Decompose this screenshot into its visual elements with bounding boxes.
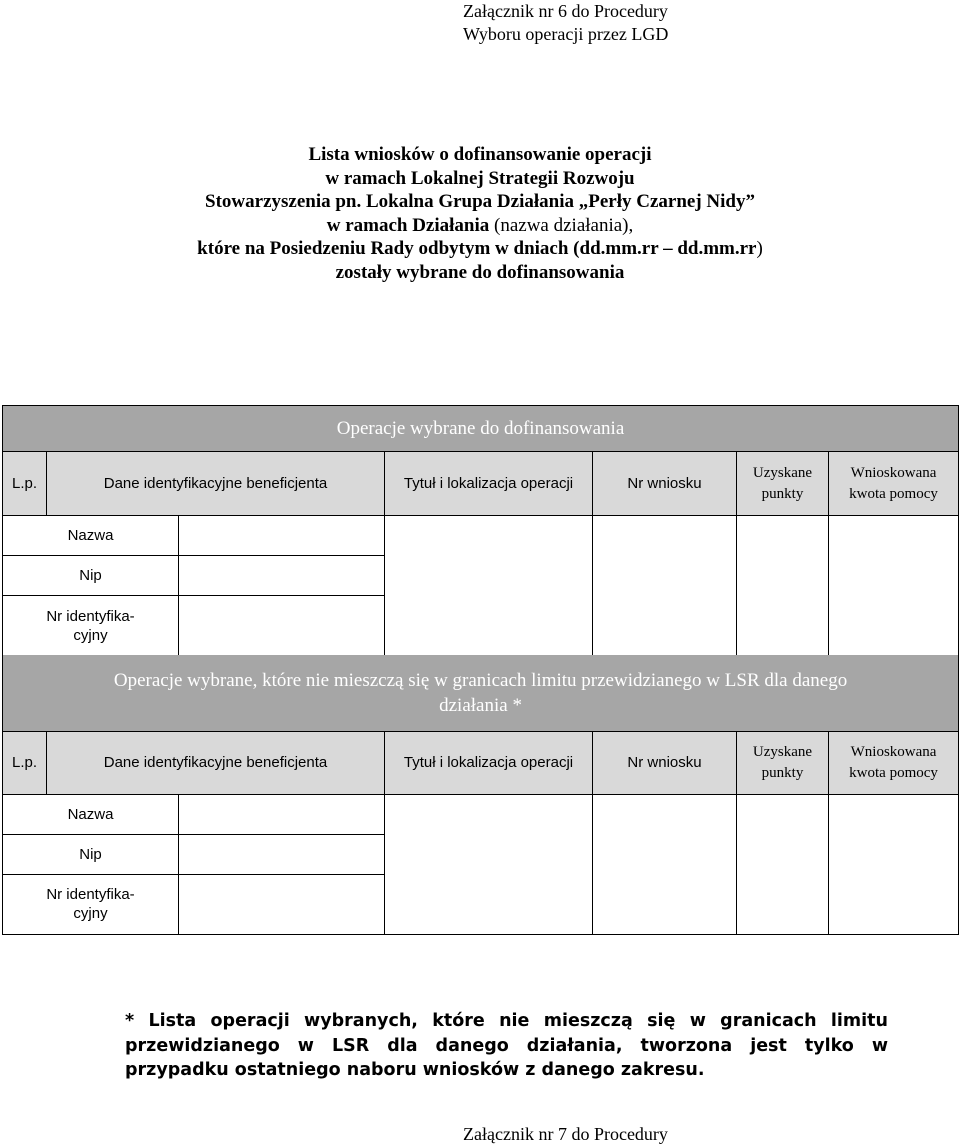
col-amount-line2: kwota pomocy	[849, 764, 938, 781]
title-line-3: Stowarzyszenia pn. Lokalna Grupa Działania „Perły Czarnej Nidy”	[205, 191, 755, 213]
row-label-id	[3, 874, 179, 934]
cell-points	[737, 794, 829, 934]
attachment-line-2: Wyboru operacji przez LGD	[463, 24, 669, 44]
col-amount	[829, 452, 959, 516]
document-title	[0, 143, 960, 285]
table-heading: Operacje wybrane do dofinansowania	[3, 406, 959, 452]
col-points-line1: Uzyskane	[752, 743, 813, 760]
row-label-id	[3, 596, 179, 656]
title-line-4-bold: w ramach Działania	[326, 214, 490, 236]
footnote: * Lista operacji wybranych, które nie mieszczą się w granicach limitu przewidzianego w LSR dla danego działania, tworzona jest tylko w przypadku ostatniego naboru wniosków z danego zakresu.	[125, 1011, 888, 1080]
cell-application-no	[593, 794, 737, 934]
cell-amount	[829, 794, 959, 934]
col-amount-line1: Wnioskowana	[850, 464, 937, 481]
cell-id-value	[179, 874, 385, 934]
col-points-line2: punkty	[761, 764, 804, 781]
cell-amount	[829, 516, 959, 656]
title-line-5-end: )	[756, 238, 763, 260]
cell-name-value	[179, 794, 385, 834]
row-label-id-line1: Nr identyfika-	[46, 607, 135, 625]
attachment-header	[463, 0, 668, 46]
row-label-id-line2: cyjny	[73, 905, 108, 922]
row-label-name: Nazwa	[3, 794, 179, 834]
cell-application-no	[593, 516, 737, 656]
col-application-no: Nr wniosku	[593, 731, 737, 794]
title-line-4	[0, 214, 960, 238]
table-heading	[3, 655, 959, 731]
title-line-4-normal: (nazwa działania),	[489, 214, 634, 236]
col-beneficiary: Dane identyfikacyjne beneficjenta	[47, 731, 385, 794]
row-label-id-line2: cyjny	[73, 626, 108, 644]
cell-name-value	[179, 516, 385, 556]
cell-points	[737, 516, 829, 656]
col-lp: L.p.	[3, 731, 47, 794]
col-amount	[829, 731, 959, 794]
title-line-1: Lista wniosków o dofinansowanie operacji	[308, 144, 652, 165]
col-title-location: Tytuł i lokalizacja operacji	[385, 452, 593, 516]
title-line-5-bold: które na Posiedzeniu Rady odbytym w dniach (	[197, 238, 580, 260]
title-line-6: zostały wybrane do dofinansowania	[335, 261, 625, 283]
col-lp: L.p.	[3, 452, 47, 516]
title-line-5	[0, 237, 960, 261]
cell-nip-value	[179, 834, 385, 874]
row-label-nip: Nip	[3, 834, 179, 874]
over-limit-operations-table	[2, 655, 959, 935]
next-attachment-header: Załącznik nr 7 do Procedury	[463, 1124, 668, 1144]
col-application-no: Nr wniosku	[593, 452, 737, 516]
table-heading-line2: działania *	[439, 694, 522, 716]
row-label-name: Nazwa	[3, 516, 179, 556]
attachment-line-1: Załącznik nr 6 do Procedury	[463, 1, 668, 21]
col-points-line2: punkty	[761, 485, 804, 502]
col-title-location: Tytuł i lokalizacja operacji	[385, 731, 593, 794]
cell-title-location	[385, 794, 593, 934]
cell-title-location	[385, 516, 593, 656]
col-amount-line2: kwota pomocy	[849, 485, 938, 502]
col-amount-line1: Wnioskowana	[850, 743, 937, 760]
row-label-nip: Nip	[3, 556, 179, 596]
title-line-5-dates: dd.mm.rr – dd.mm.rr	[579, 238, 757, 260]
selected-operations-table	[2, 405, 959, 656]
cell-nip-value	[179, 556, 385, 596]
row-label-id-line1: Nr identyfika-	[46, 886, 135, 903]
col-points	[737, 731, 829, 794]
col-beneficiary: Dane identyfikacyjne beneficjenta	[47, 452, 385, 516]
col-points	[737, 452, 829, 516]
col-points-line1: Uzyskane	[752, 464, 813, 481]
table-heading-line1: Operacje wybrane, które nie mieszczą się w granicach limitu przewidzianego w LSR dla danego	[113, 669, 848, 691]
cell-id-value	[179, 596, 385, 656]
title-line-2: w ramach Lokalnej Strategii Rozwoju	[325, 167, 635, 189]
